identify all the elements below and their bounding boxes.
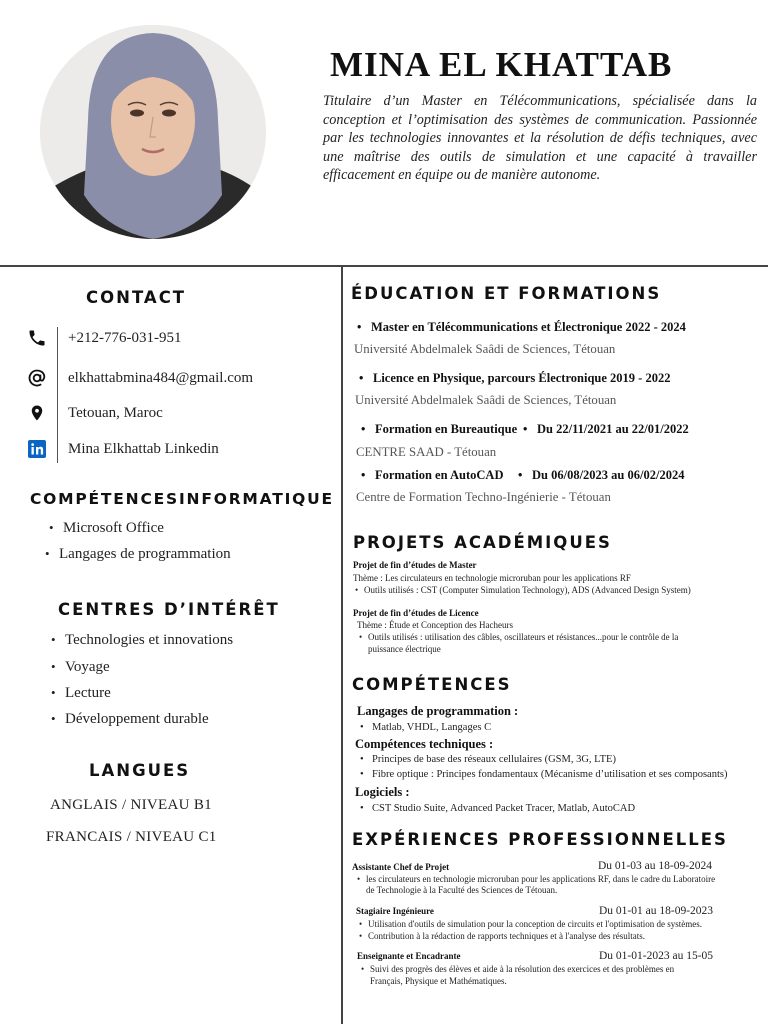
- contact-title: CONTACT: [86, 288, 187, 307]
- language-english: ANGLAIS / NIVEAU B1: [50, 797, 212, 813]
- contact-email: [25, 365, 325, 391]
- list-item: • Technologies et innovations: [65, 632, 233, 649]
- competence-heading: Compétences techniques :: [355, 737, 494, 751]
- list-item: • Langages de programmation: [59, 546, 231, 563]
- competence-heading: Logiciels :: [355, 785, 410, 799]
- education-dates: • Du 06/08/2023 au 06/02/2024: [532, 468, 684, 483]
- location-text: Tetouan, Maroc: [68, 404, 163, 421]
- education-school: Université Abdelmalek Saâdi de Sciences, Tétouan: [355, 393, 617, 407]
- education-dates: • Du 22/11/2021 au 22/01/2022: [537, 422, 689, 437]
- phone-icon: [25, 326, 49, 350]
- experience-role: Assistante Chef de Projet: [352, 862, 450, 872]
- column-divider: [341, 265, 343, 1024]
- email-address[interactable]: elkhattabmina484@gmail.com: [68, 369, 254, 386]
- list-item: • Microsoft Office: [63, 520, 164, 537]
- experience-detail: • Contribution à la rédaction de rapports techniques et à l'analyse des résultats.: [368, 931, 645, 941]
- project-theme: Thème : Étude et Conception des Hacheurs: [357, 620, 513, 630]
- education-degree: • Formation en Bureautique: [375, 422, 517, 437]
- project-title: Projet de fin d’études de Master: [353, 560, 477, 570]
- profile-summary: Titulaire d’un Master en Télécommunications, spécialisée dans la conception et l’optimisation des systèmes de communication. Passionnée par les technologies innovantes et la résolution de défis techniques, avec une maîtrise des outils de simulation et une capacité à travailler efficacement en équipe ou de manière autonome.: [323, 93, 757, 184]
- it-skills-title: COMPÉTENCESINFORMATIQUE: [30, 490, 334, 508]
- experience-detail: • Suivi des progrès des élèves et aide à la résolution des exercices et des problèmes en: [370, 964, 674, 974]
- project-tools-continued: puissance électrique: [368, 644, 441, 654]
- contact-phone: [25, 325, 325, 351]
- experience-role: Stagiaire Ingénieure: [356, 906, 434, 916]
- education-degree: • Licence en Physique, parcours Électronique 2019 - 2022: [373, 371, 670, 386]
- education-degree: • Formation en AutoCAD: [375, 468, 503, 483]
- contact-linkedin: [25, 436, 325, 462]
- at-icon: [25, 366, 49, 390]
- education-title: ÉDUCATION ET FORMATIONS: [351, 284, 662, 303]
- competence-heading: Langages de programmation :: [357, 704, 519, 718]
- competence-item: • CST Studio Suite, Advanced Packet Tracer, Matlab, AutoCAD: [372, 803, 635, 814]
- profile-photo-illustration: [40, 25, 266, 239]
- header-divider: [0, 265, 768, 267]
- profile-photo: [40, 25, 266, 239]
- experience-dates: Du 01-01 au 18-09-2023: [599, 905, 714, 917]
- education-school: Université Abdelmalek Saâdi de Sciences, Tétouan: [354, 342, 616, 356]
- languages-title: LANGUES: [89, 761, 191, 780]
- interests-title: CENTRES D’INTÉRÊT: [58, 600, 280, 619]
- experience-detail: • Utilisation d'outils de simulation pour la conception de circuits et l'optimisation de systèmes.: [368, 919, 702, 929]
- competences-title: COMPÉTENCES: [352, 675, 512, 694]
- linkedin-icon[interactable]: [25, 437, 49, 461]
- candidate-name: MINA EL KHATTAB: [330, 45, 673, 84]
- experience-title: EXPÉRIENCES PROFESSIONNELLES: [352, 830, 728, 849]
- experience-detail: • les circulateurs en technologie microruban pour les applications RF, dans le cadre du Laboratoire: [366, 874, 715, 884]
- education-degree: • Master en Télécommunications et Électronique 2022 - 2024: [371, 320, 686, 335]
- language-french: FRANCAIS / NIVEAU C1: [46, 829, 217, 845]
- experience-detail-continued: Français, Physique et Mathématiques.: [370, 976, 507, 986]
- project-theme: Thème : Les circulateurs en technologie microruban pour les applications RF: [353, 573, 631, 583]
- contact-location: [25, 400, 325, 426]
- project-tools: • Outils utilisés : CST (Computer Simulation Technology), ADS (Advanced Design System): [364, 585, 691, 595]
- education-school: CENTRE SAAD - Tétouan: [356, 445, 497, 459]
- education-school: Centre de Formation Techno-Ingénierie - Tétouan: [356, 490, 611, 504]
- competence-item: • Fibre optique : Principes fondamentaux (Mécanisme d’utilisation et ses composants): [372, 769, 727, 780]
- phone-number[interactable]: +212-776-031-951: [68, 329, 182, 346]
- linkedin-link[interactable]: Mina Elkhattab Linkedin: [68, 440, 219, 457]
- project-tools: • Outils utilisés : utilisation des câbles, oscillateurs et résistances...pour le contrôle de la: [368, 632, 678, 642]
- list-item: • Lecture: [65, 685, 111, 702]
- experience-role: Enseignante et Encadrante: [357, 951, 461, 961]
- experience-dates: Du 01-01-2023 au 15-05: [599, 950, 714, 962]
- projects-title: PROJETS ACADÉMIQUES: [353, 533, 612, 552]
- competence-item: • Principes de base des réseaux cellulaires (GSM, 3G, LTE): [372, 754, 616, 765]
- experience-dates: Du 01-03 au 18-09-2024: [598, 860, 713, 872]
- list-item: • Voyage: [65, 659, 110, 676]
- experience-detail-continued: de Technologie à la Faculté des Sciences de Tétouan.: [366, 885, 558, 895]
- competence-item: • Matlab, VHDL, Langages C: [372, 722, 491, 733]
- list-item: • Développement durable: [65, 711, 209, 728]
- location-pin-icon: [25, 401, 49, 425]
- project-title: Projet de fin d’études de Licence: [353, 608, 479, 618]
